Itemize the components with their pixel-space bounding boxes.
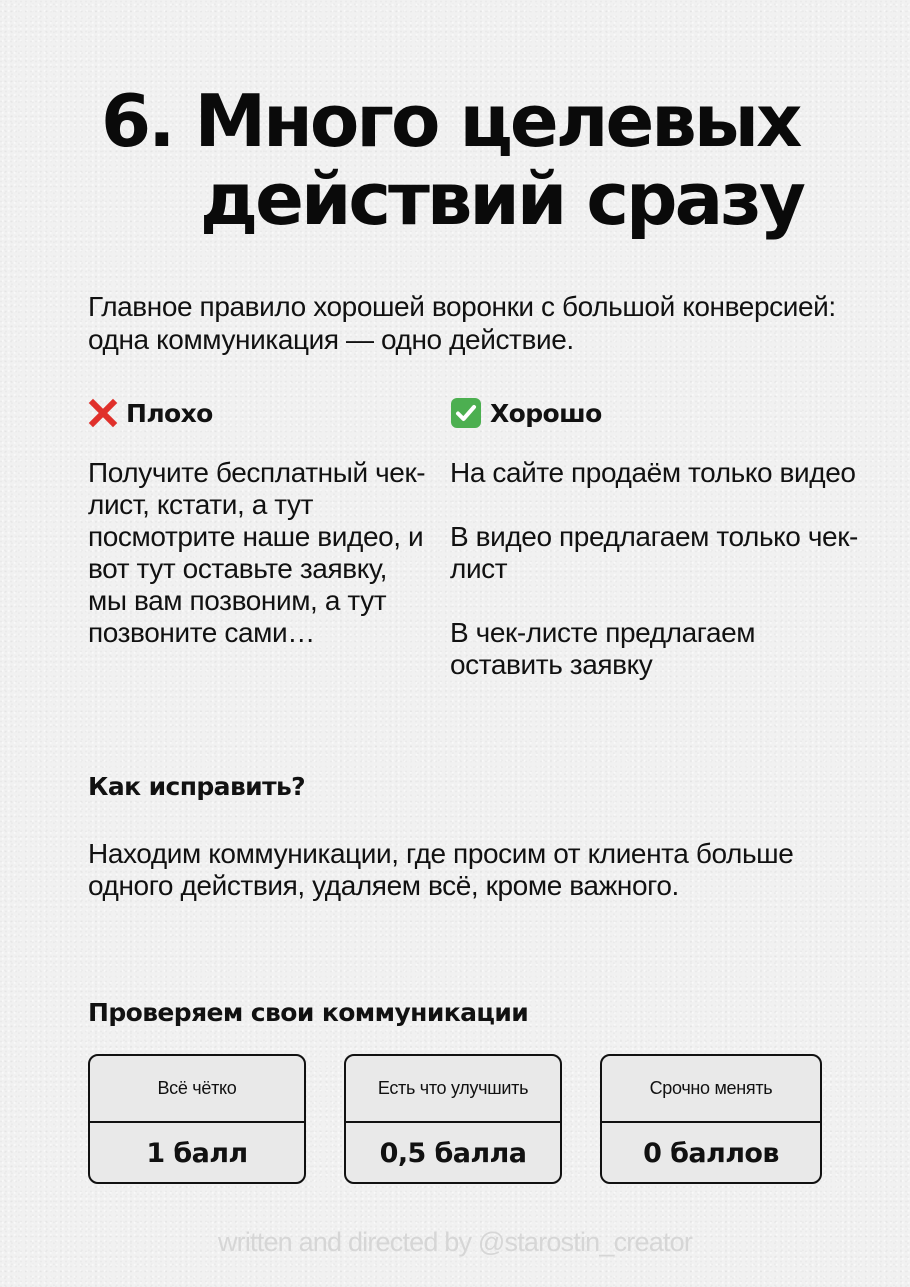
bad-example-column	[88, 395, 428, 649]
score-card-label: Есть что улучшить	[346, 1056, 560, 1123]
author-credit: written and directed by @starostin_creator	[217, 1227, 693, 1257]
score-card-urgent	[600, 1054, 822, 1184]
score-card-clear	[88, 1054, 306, 1184]
check-heading: Проверяем свои коммуникации	[88, 998, 529, 1027]
page-title-line-2: действий сразу	[200, 157, 803, 241]
score-card-improve	[344, 1054, 562, 1184]
fix-heading: Как исправить?	[88, 772, 306, 801]
good-example-item: На сайте продаём только видео	[450, 457, 856, 488]
score-card-value: 0 баллов	[643, 1138, 779, 1169]
intro-text: Главное правило хорошей воронки с большой конверсией: одна коммуникация — одно действие.	[88, 291, 836, 355]
score-card-label: Всё чётко	[90, 1056, 304, 1123]
page-title-line-1: 6. Много целевых	[101, 79, 800, 163]
bad-example-label: Плохо	[126, 398, 213, 428]
good-example-item: В видео предлагаем только чек-лист	[450, 521, 858, 584]
good-example-label: Хорошо	[490, 398, 602, 428]
check-mark-icon	[450, 397, 482, 429]
score-card-value: 1 балл	[146, 1138, 248, 1169]
good-example-item: В чек-листе предлагаем оставить заявку	[450, 617, 756, 680]
page-title	[0, 79, 910, 241]
score-card-label: Срочно менять	[602, 1056, 820, 1123]
score-card-value: 0,5 балла	[379, 1138, 527, 1169]
bad-example-text: Получите бесплатный чек-лист, кстати, а тут посмотрите наше видео, и вот тут оставьте заявку, мы вам позвоним, а тут позвоните сами…	[88, 457, 426, 648]
good-example-header	[450, 395, 870, 431]
good-example-column	[450, 395, 870, 681]
fix-text: Находим коммуникации, где просим от клиента больше одного действия, удаляем всё, кроме важного.	[88, 838, 794, 901]
bad-example-header	[88, 395, 428, 431]
cross-mark-icon	[88, 398, 118, 428]
